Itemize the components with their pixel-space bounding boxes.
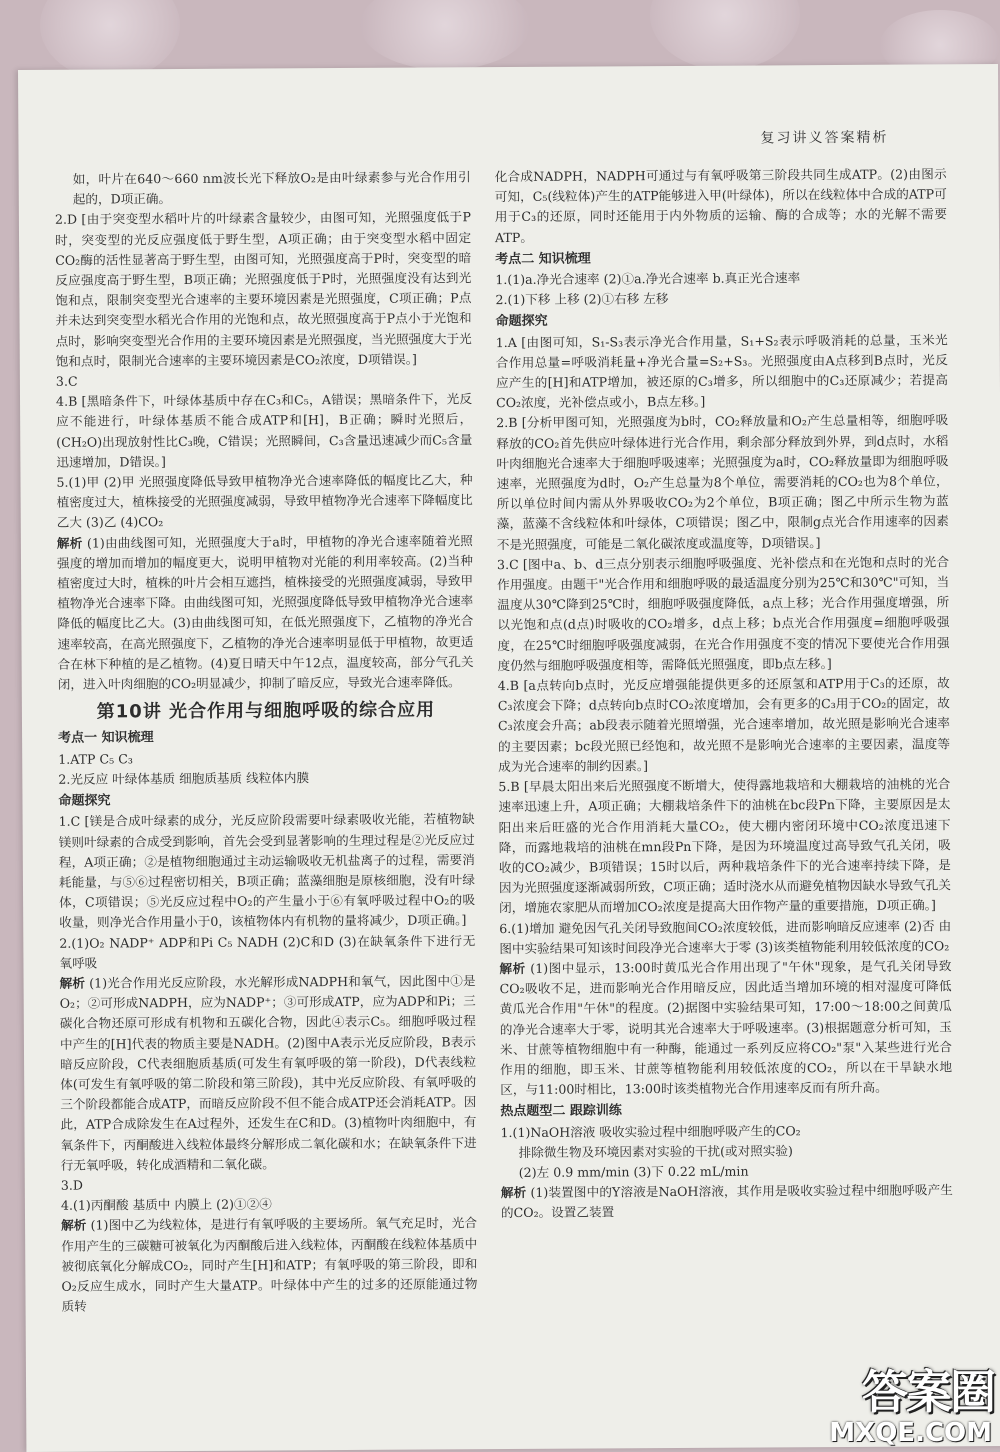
- analysis-text: (1)装置图中的Y溶液是NaOH溶液，其作用是吸收实验过程中细胞呼吸产生的CO₂。设置乙装置: [500, 1182, 953, 1221]
- answer-item: 5.B [早晨太阳出来后光照强度不断增大，使得露地栽培和大棚栽培的油桃的光合速率迅速上升，A项正确；大棚栽培条件下的油桃在bc段Pn下降，主要原因是太阳出来后旺盛的光合作用消耗大量CO₂，使大棚内密闭环境中CO₂浓度迅速下降，而露地栽培的油桃在mn段Pn下降，是因为环境温度过高导致气孔关闭，吸收的CO₂减少，B项错误；15时以后，两种栽培条件下的光合速率持续下降，是因为光照强度逐渐减弱所致，C项正确；适时浇水从而避免植物因缺水导致气孔关闭，增施农家肥从而增加CO₂浓度是提高大田作物产量的重要措施，D项正确。]: [498, 776, 952, 916]
- answer-item: 2.D [由于突变型水稻叶片的叶绿素含量较少，由图可知，光照强度低于P时，突变型的光反应强度低于野生型，A项正确；由于突变型水稻中固定CO₂酶的活性显著高于野生型，由图可知，光照强度高于P时，突变型的暗反应强度高于野生型，B项正确；光照强度低于P时，光照强度没有达到光饱和点，限制突变型光合速率的主要环境因素是光照强度，C项正确；P点并未达到突变型水稻光合作用的光饱和点，故光照强度高于P点小于光饱和点时，影响突变型光合作用的主要环境因素是光照强度，当光照强度大于光饱和点时，限制光合速率的主要环境因素是CO₂浓度，D项错误。]: [54, 209, 472, 369]
- analysis-text: (1)图中显示，13:00时黄瓜光合作用出现了"午休"现象，是气孔关闭导致CO₂吸收不足，进而影响光合作用暗反应，因此适当增加环境的相对湿度可降低黄瓜光合作用"午休"的程度。(2)据图中实验结果可知，17:00～18:00之间黄瓜的净光合速率大于零，说明其光合速率大于呼吸速率。(3)根据题意分析可知，玉米、甘蔗等植物细胞中有一种酶，能通过一系列反应将CO₂"泵"入某些进行光合作用的细胞，即玉米、甘蔗等植物能利用较低浓度的CO₂，所以在干旱缺水地区，与11:00时相比，13:00时该类植物光合作用速率反而有所升高。: [499, 958, 953, 1098]
- answer-item: 1.(1)a.净光合速率 (2)①a.净光合速率 b.真正光合速率: [495, 270, 801, 288]
- section-title: 命题探究: [495, 314, 548, 330]
- background-flower: [40, 0, 180, 80]
- answer-item: 1.C [镁是合成叶绿素的成分，光反应阶段需要叶绿素吸收光能，若植物缺镁则叶绿素的合成受到影响，首先会受到显著影响的生理过程是②光反应过程，A项正确；②是植物细胞通过主动运输吸收无机盐离子的过程，需要消耗能量，与⑤⑥过程密切相关，B项正确；蓝藻细胞是原核细胞，没有叶绿体，C项错误；⑤光反应过程中O₂的产生量小于⑥有氧呼吸过程中O₂的吸收量，则净光合作用量小于0，该植物体内有机物的量将减少，D项正确。]: [58, 811, 476, 931]
- document-page: [18, 64, 1000, 1452]
- analysis-block: [60, 971, 477, 1176]
- text-line: (2)左 0.9 mm/min (3)下 0.22 mL/min: [518, 1163, 749, 1180]
- section-title: 考点二 知识梳理: [495, 251, 591, 267]
- answer-item: 1.(1)NaOH溶液 吸收实验过程中细胞呼吸产生的CO₂: [500, 1122, 801, 1140]
- answer-item: 4.B [黑暗条件下，叶绿体基质中存在C₃和C₅，A错误；黑暗条件下，光反应不能进行，叶绿体基质不能合成ATP和[H]，B正确；瞬时光照后，(CH₂O)出现放射性比C₃晚，C错误；光照瞬间，C₃含量迅速减少而C₅含量迅速增加，D错误。]: [55, 391, 473, 470]
- text-line: 排除微生物及环境因素对实验的干扰(或对照实验): [518, 1143, 793, 1160]
- answer-item: 3.D: [60, 1177, 83, 1193]
- analysis-text: (1)由曲线图可知，光照强度大于a时，甲植物的净光合速率随着光照强度的增加而增加的幅度更大，说明甲植物对光能的利用率较高。(2)当种植密度过大时，植株的叶片会相互遮挡，植株接受的光照强度减弱，导致甲植物净光合速率下降。由曲线图可知，光照强度降低导致甲植物净光合速率降低的幅度比乙大。(3)由曲线图可知，在低光照强度下，乙植物的净光合速率较高，在高光照强度下，乙植物的净光合速率明显低于甲植物，故更适合在林下种植的是乙植物。(4)夏日晴天中午12点，温度较高，部分气孔关闭，进入叶肉细胞的CO₂明显减少，抑制了暗反应，导致光合速率降低。: [56, 532, 474, 692]
- analysis-block: [501, 1180, 953, 1223]
- analysis-label: 解析: [61, 1217, 87, 1234]
- text-line: 如，叶片在640～660 nm波长光下释放O₂是由叶绿素参与光合作用引起的，D项正确。: [72, 169, 471, 207]
- analysis-block: [61, 1214, 478, 1318]
- lecture-title: 第10讲 光合作用与细胞呼吸的综合应用: [96, 699, 436, 723]
- section-title: 考点一 知识梳理: [58, 730, 154, 747]
- answer-item: 3.C [图中a、b、d三点分别表示细胞呼吸强度、光补偿点和在光饱和点时的光合作用强度。由题干"光合作用和细胞呼吸的最适温度分别为25℃和30℃"可知，当温度从30℃降到25℃时，细胞呼吸强度降低，a点上移；光合作用强度增强，所以光饱和点(d点)时吸收的CO₂增多，d点上移；b点光合作用强度=细胞呼吸强度，在25℃时细胞呼吸强度减弱，在光合作用强度不变的情况下要使光合作用强度仍然与细胞呼吸强度相等，需降低光照强度，即b点左移。]: [496, 554, 950, 673]
- answer-item: 2.(1)O₂ NADP⁺ ADP和Pi C₅ NADH (2)C和D (3)在缺氧条件下进行无氧呼吸: [59, 932, 476, 971]
- section-title: 热点题型二 跟踪训练: [500, 1103, 622, 1120]
- section-title: 命题探究: [58, 793, 111, 809]
- text-line: 化合成NADPH，NADPH可通过与有氧呼吸第三阶段共同生成ATP。(2)由图示可知，C₅(线粒体)产生的ATP能够进入甲(叶绿体)，所以在线粒体中合成的ATP可用于C₃的还原，同时还能用于内外物质的运输、酶的合成等；水的光解不需要ATP。: [494, 166, 947, 245]
- answer-item: 6.(1)增加 避免因气孔关闭导致胞间CO₂浓度较低，进而影响暗反应速率 (2)否 由图中实验结果可知该时间段净光合速率大于零 (3)该类植物能利用较低浓度的CO₂: [499, 917, 952, 956]
- analysis-label: 解析: [59, 975, 86, 991]
- answer-item: 3.C: [55, 373, 78, 389]
- analysis-label: 解析: [56, 535, 83, 551]
- right-column: [495, 164, 953, 1223]
- analysis-label: 解析: [499, 960, 526, 976]
- analysis-label: 解析: [500, 1185, 527, 1201]
- analysis-text: (1)图中乙为线粒体，是进行有氧呼吸的主要场所。氧气充足时，光合作用产生的三碳糖可被氧化为丙酮酸后进入线粒体，丙酮酸在线粒体基质中被彻底氧化分解成CO₂，同时产生[H]和ATP；有氧呼吸的第三阶段，即和O₂反应生成水，同时产生大量ATP。叶绿体中产生的过多的还原能通过物质转: [61, 1215, 478, 1314]
- page-header: 复习讲义答案精析: [760, 129, 889, 147]
- answer-item: 2.(1)下移 上移 (2)①右移 左移: [495, 291, 669, 308]
- answer-item: 2.光反应 叶绿体基质 细胞质基质 线粒体内膜: [58, 770, 310, 787]
- analysis-block: [57, 531, 474, 695]
- watermark-url: MXQE.COM: [829, 1418, 992, 1448]
- answer-item: 1.A [由图可知，S₁-S₃表示净光合作用量，S₁+S₂表示呼吸消耗的总量，玉米光合作用总量=呼吸消耗量+净光合量=S₂+S₃。光照强度由A点移到B点时，光反应产生的[H]和ATP增加，被还原的C₃增多，所以细胞中的C₃还原减少；若提高CO₂浓度，光补偿点或小，B点左移。]: [495, 331, 948, 411]
- analysis-text: (1)光合作用光反应阶段，水光解形成NADPH和氧气，因此图中①是O₂；②可形成NADPH，应为NADP⁺；③可形成ATP，应为ADP和Pi；三碳化合物还原可形成有机物和五碳化合物，因此④表示C₅。细胞呼吸过程中产生的[H]代表的物质主要是NADH。(2)图中A表示光反应阶段，B表示暗反应阶段，C代表细胞质基质(可发生有氧呼吸的第一阶段)，D代表线粒体(可发生有氧呼吸的第二阶段和第三阶段)，其中光反应阶段、有氧呼吸的三个阶段都能合成ATP，而暗反应阶段不但不能合成ATP还会消耗ATP。因此，ATP合成除发生在A过程外，还发生在C和D。(3)植物叶肉细胞中，有氧条件下，丙酮酸进入线粒体最终分解形成二氧化碳和水；在缺氧条件下进行无氧呼吸，转化成酒精和二氧化碳。: [59, 973, 477, 1173]
- background-flower: [360, 0, 530, 70]
- answer-item: 2.B [分析甲图可知，光照强度为b时，CO₂释放量和O₂产生总量相等，细胞呼吸释放的CO₂首先供应叶绿体进行光合作用，剩余部分释放到外界，到d点时，水稻叶肉细胞光合速率大于细胞呼吸速率；光照强度为a时，CO₂释放量即为细胞呼吸速率，光照强度为d时，O₂产生总量为8个单位，需要消耗的CO₂也为8个单位，所以单位时间内需从外界吸收CO₂为2个单位，B项正确；图乙中所示生物为蓝藻，蓝藻不含线粒体和叶绿体，C项错误；图乙中，限制g点光合作用速率的因素不是光照强度，可能是二氧化碳浓度或温度等，D项错误。]: [496, 412, 949, 552]
- background-flower: [650, 0, 800, 70]
- watermark-logo: [814, 1356, 994, 1448]
- answer-item: 4.(1)丙酮酸 基质中 内膜上 (2)①②④: [60, 1196, 272, 1213]
- answer-item: 5.(1)甲 (2)甲 光照强度降低导致甲植物净光合速率降低的幅度比乙大，种植密度过大，植株接受的光照强度减弱，导致甲植物净光合速率下降幅度比乙大 (3)乙 (4)CO₂: [56, 472, 473, 531]
- watermark-text: 答案圈: [862, 1365, 994, 1419]
- analysis-block: [499, 956, 952, 1100]
- answer-item: 4.B [a点转向b点时，光反应增强能提供更多的还原氢和ATP用于C₃的还原，故C₃浓度会下降；d点转向b点时CO₂浓度增加，会有更多的C₃用于CO₂的固定，故C₃浓度会升高；ab段表示随着光照增强，光合速率增加，故光照是影响光合速率的主要因素；bc段光照已经饱和，故光照不是影响光合速率的主要因素，温度等成为光合速率的制约因素。]: [497, 675, 951, 774]
- answer-item: 1.ATP C₅ C₃: [58, 750, 133, 767]
- left-column: [55, 167, 478, 1317]
